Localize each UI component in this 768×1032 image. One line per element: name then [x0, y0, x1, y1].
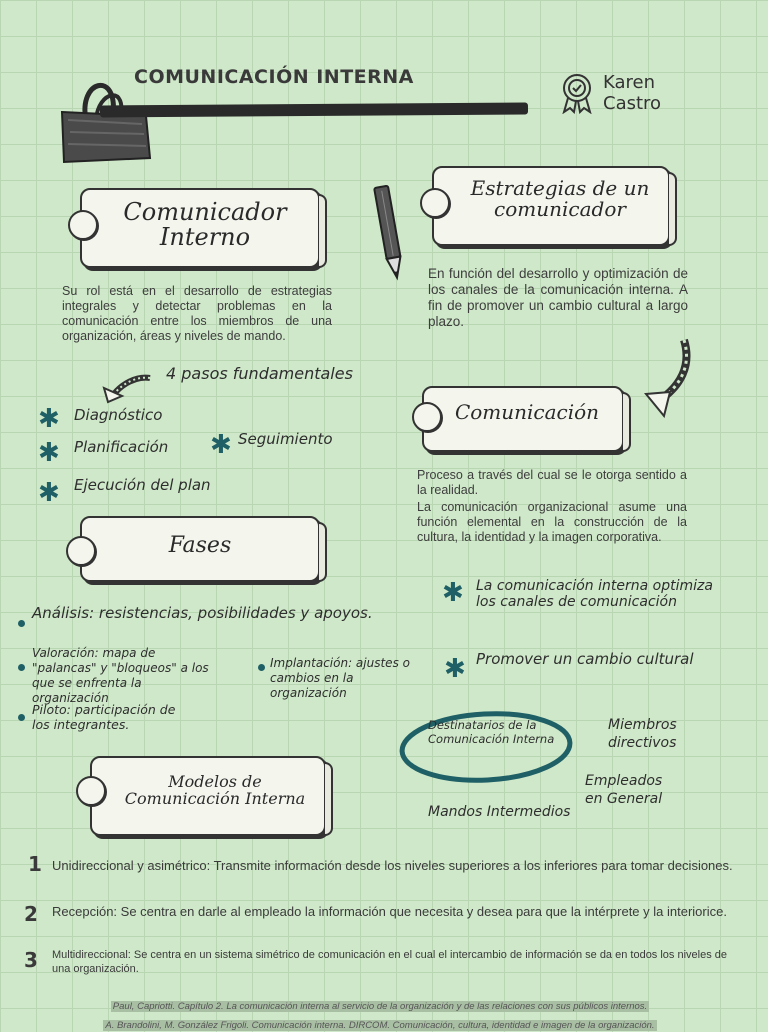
- card-hole-icon: [68, 210, 98, 240]
- paso-item: Ejecución del plan: [74, 476, 211, 494]
- paso-item: Seguimiento: [238, 430, 333, 448]
- title-underline-brush: [100, 103, 528, 118]
- fase-item: Valoración: mapa de "palancas" y "bloqueos" a los que se enfrenta la organización: [32, 646, 209, 705]
- modelo-text: Unidireccional y asimétrico: Transmite información desde los niveles superiores a los inferiores para tomar decisiones.: [52, 858, 733, 873]
- card-comunicacion: [422, 386, 624, 452]
- comunicacion-description-2: La comunicación organizacional asume una función elemental en la construcción de la cultura, la identidad y la imagen corporativa.: [417, 500, 687, 544]
- card-title: Fases: [168, 533, 232, 558]
- modelo-number: 2: [24, 902, 38, 926]
- card-comunicador-interno: [80, 188, 320, 268]
- author-first-name: Karen: [603, 72, 656, 93]
- estrategias-description: En función del desarrollo y optimización de los canales de la comunicación interna. A fin de promover un cambio cultural a largo plazo.: [428, 266, 688, 329]
- card-hole-icon: [66, 536, 96, 566]
- destinatario-mandos: Mandos Intermedios: [428, 804, 571, 820]
- card-estrategias: [432, 166, 670, 246]
- bullet-dot: [18, 714, 25, 721]
- asterisk-icon: ✱: [38, 438, 60, 468]
- footer-reference: Paul, Capriotti. Capítulo 2. La comunicación interna al servicio de la organización y de las relaciones con sus públicos internos.: [112, 1001, 648, 1012]
- destinatario-miembros: Miembros directivos: [608, 717, 677, 751]
- modelo-text: Multidireccional: Se centra en un sistema simétrico de comunicación en el cual el intercambio de información se da en todos los niveles de una organización.: [52, 949, 728, 975]
- modelo-number: 1: [28, 852, 42, 876]
- card-hole-icon: [76, 776, 106, 806]
- card-hole-icon: [412, 402, 442, 432]
- card-fases: [80, 516, 320, 582]
- asterisk-icon: ✱: [38, 478, 60, 508]
- footer-references: [64, 994, 696, 1032]
- comunicacion-point: La comunicación interna optimiza los canales de comunicación: [476, 578, 713, 610]
- destinatarios-label: Destinatarios de la Comunicación Interna: [428, 718, 555, 746]
- fase-item: Implantación: ajustes o cambios en la organización: [270, 656, 410, 700]
- paso-item: Diagnóstico: [74, 406, 163, 424]
- curved-arrow-left-icon: [100, 370, 154, 404]
- comunicacion-point: Promover un cambio cultural: [476, 650, 694, 668]
- modelo-number: 3: [24, 948, 38, 972]
- fase-item: Análisis: resistencias, posibilidades y apoyos.: [32, 604, 373, 622]
- card-title: Estrategias de un comunicador: [470, 176, 650, 221]
- bullet-dot: [18, 664, 25, 671]
- award-badge-icon: [558, 72, 596, 114]
- comunicacion-description-1: Proceso a través del cual se le otorga sentido a la realidad.: [417, 468, 687, 497]
- fase-item: Piloto: participación de los integrantes.: [32, 702, 176, 732]
- footer-reference: A. Brandolini, M. González Frigoli. Comunicación interna. DIRCOM. Comunicación, cultura, identidad e imagen de la organización.: [105, 1020, 655, 1031]
- card-modelos: [90, 756, 326, 836]
- paso-item: Planificación: [74, 438, 169, 456]
- card-title: Modelos de Comunicación Interna: [124, 772, 306, 808]
- card-title: Comunicador Interno: [123, 198, 287, 252]
- card-hole-icon: [420, 188, 450, 218]
- asterisk-icon: ✱: [442, 578, 464, 608]
- asterisk-icon: ✱: [38, 404, 60, 434]
- author-last-name: Castro: [603, 93, 662, 114]
- modelo-text: Recepción: Se centra en darle al empleado la información que necesita y desea para que la intérprete y la interiorice.: [52, 904, 727, 919]
- pasos-heading: 4 pasos fundamentales: [166, 364, 353, 383]
- rol-description: Su rol está en el desarrollo de estrategias integrales y detectar problemas en la comunicación entre los miembros de una organización, áreas y niveles de mando.: [62, 284, 332, 343]
- pencil-icon: [370, 180, 410, 284]
- asterisk-icon: ✱: [210, 430, 232, 460]
- curved-arrow-icon: [640, 336, 696, 422]
- card-title: Comunicación: [454, 400, 600, 424]
- destinatario-empleados: Empleados en General: [585, 773, 663, 807]
- bullet-dot: [18, 620, 25, 627]
- page-title: COMUNICACIÓN INTERNA: [134, 66, 414, 88]
- bullet-dot: [258, 664, 265, 671]
- asterisk-icon: ✱: [444, 654, 466, 684]
